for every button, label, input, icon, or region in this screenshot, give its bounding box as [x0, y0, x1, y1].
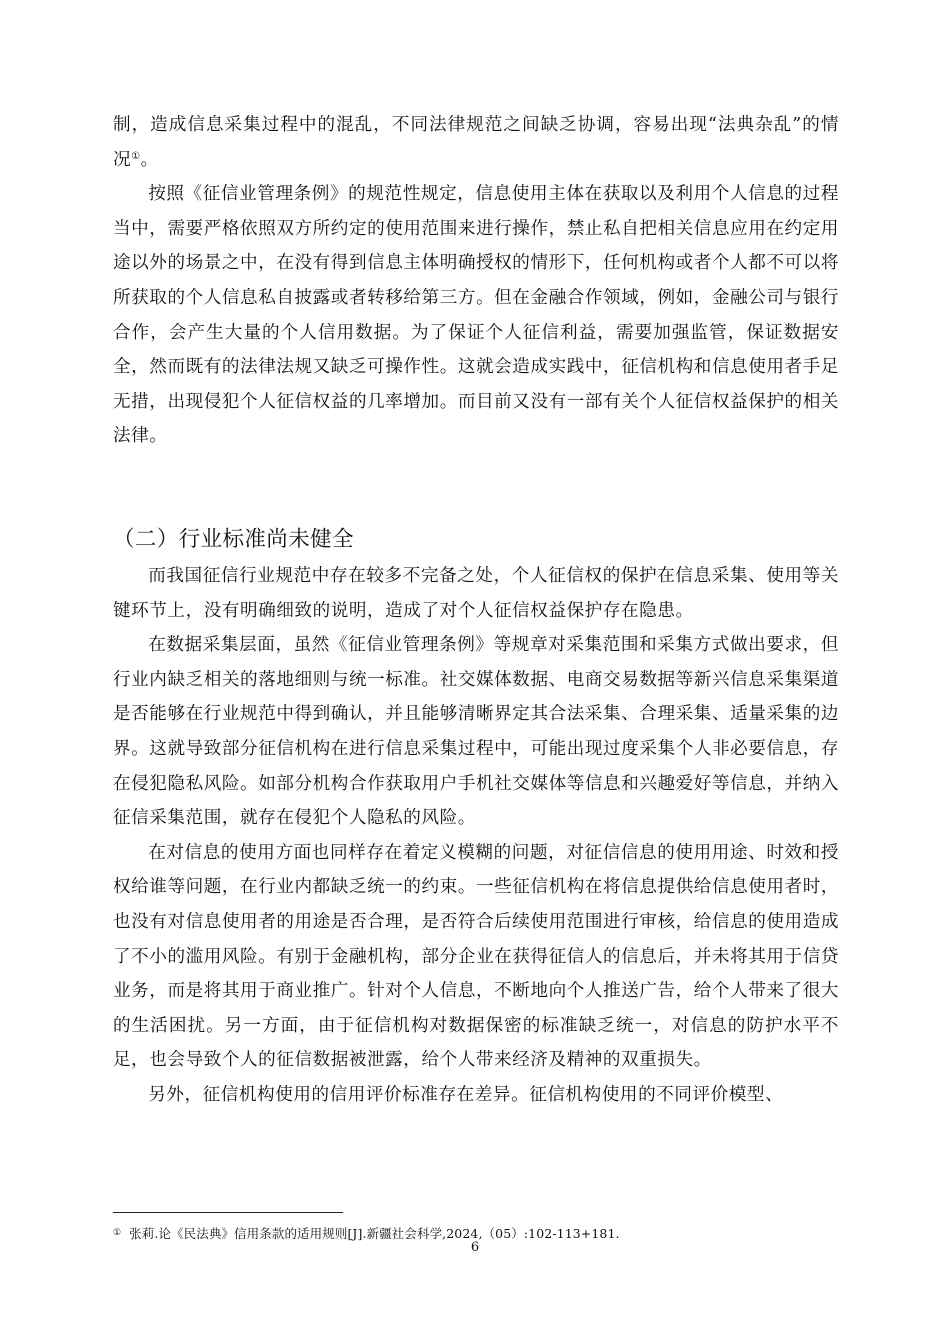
paragraph-data-collection: 在数据采集层面，虽然《征信业管理条例》等规章对采集范围和采集方式做出要求，但行业内缺乏相关的落地细则与统一标准。社交媒体数据、电商交易数据等新兴信息采集渠道是否能够在行业规范中得到确认，并且能够清晰界定其合法采集、合理采集、适量采集的边界。这就导致部分征信机构在进行信息采集过程中，可能出现过度采集个人非必要信息，存在侵犯隐私风险。如部分机构合作获取用户手机社交媒体等信息和兴趣爱好等信息，并纳入征信采集范围，就存在侵犯个人隐私的风险。	[113, 635, 839, 829]
paragraph-regulation: 按照《征信业管理条例》的规范性规定，信息使用主体在获取以及利用个人信息的过程当中，需要严格依照双方所约定的使用范围来进行操作，禁止私自把相关信息应用在约定用途以外的场景之中，在没有得到信息主体明确授权的情形下，任何机构或者个人都不可以将所获取的个人信息私自披露或者转移给第三方。但在金融合作领域，例如，金融公司与银行合作，会产生大量的个人信用数据。为了保证个人征信利益，需要加强监管，保证数据安全，然而既有的法律法规又缺乏可操作性。这就会造成实践中，征信机构和信息使用者手足无措，出现侵犯个人征信权益的几率增加。而目前又没有一部有关个人征信权益保护的相关法律。	[113, 184, 839, 447]
continued-paragraph	[113, 108, 839, 177]
continued-paragraph-tail: 。	[140, 149, 159, 170]
footnote-text: 张莉.论《民法典》信用条款的适用规则[J].新疆社会科学,2024,（05）:102-113+181.	[129, 1226, 620, 1241]
body-text-bottom	[113, 559, 839, 1113]
footnote-divider	[113, 1212, 343, 1213]
footnote-reference[interactable]: ①	[131, 150, 141, 162]
paragraph-evaluation-standards: 另外，征信机构使用的信用评价标准存在差异。征信机构使用的不同评价模型、	[148, 1084, 784, 1105]
paragraph-industry-norms: 而我国征信行业规范中存在较多不完备之处，个人征信权的保护在信息采集、使用等关键环节上，没有明确细致的说明，造成了对个人征信权益保护存在隐患。	[113, 566, 839, 621]
paragraph-data-usage: 在对信息的使用方面也同样存在着定义模糊的问题，对征信信息的使用用途、时效和授权给谁等问题，在行业内都缺乏统一的约束。一些征信机构在将信息提供给信息使用者时，也没有对信息使用者的用途是否合理，是否符合后续使用范围进行审核，给信息的使用造成了不小的滥用风险。有别于金融机构，部分企业在获得征信人的信息后，并未将其用于信贷业务，而是将其用于商业推广。针对个人信息，不断地向个人推送广告，给个人带来了很大的生活困扰。另一方面，由于征信机构对数据保密的标准缺乏统一，对信息的防护水平不足，也会导致个人的征信数据被泄露，给个人带来经济及精神的双重损失。	[113, 842, 839, 1071]
body-text-top	[113, 108, 839, 454]
section-heading: （二）行业标准尚未健全	[113, 526, 354, 552]
continued-paragraph-text: 制，造成信息采集过程中的混乱，不同法律规范之间缺乏协调，容易出现“法典杂乱”的情况	[113, 115, 839, 170]
footnote-mark: ①	[113, 1228, 122, 1238]
page-number: 6	[470, 1240, 480, 1255]
